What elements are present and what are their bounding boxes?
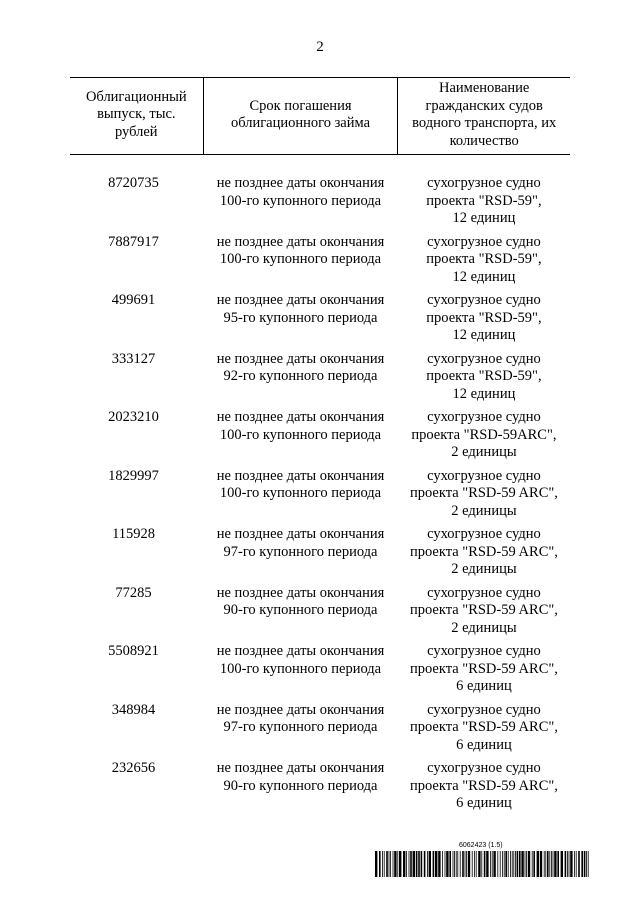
maturity-term-line: не позднее даты окончания (216, 643, 385, 659)
maturity-term-cell (203, 409, 398, 468)
barcode-bar (382, 851, 383, 877)
barcode-bar (384, 851, 385, 877)
barcode-bar (460, 851, 461, 877)
barcode-bar (466, 851, 467, 877)
barcode-bar (537, 851, 539, 877)
barcode-bar (438, 851, 440, 877)
vessel-cell (398, 468, 570, 527)
bond-amount-cell (70, 760, 203, 819)
table-row (70, 292, 570, 351)
barcode-bar (418, 851, 420, 877)
barcode-bar (403, 851, 405, 877)
vessel-line: сухогрузное судно (427, 175, 541, 191)
vessel-cell (398, 292, 570, 351)
vessel-line: 12 единиц (452, 385, 516, 402)
vessel-cell (398, 155, 570, 234)
barcode-bar (433, 851, 435, 877)
barcode-bar (532, 851, 533, 877)
maturity-term-cell (203, 292, 398, 351)
maturity-term-line: 100-го купонного периода (219, 192, 382, 209)
barcode-bar (424, 851, 426, 877)
vessel-line: сухогрузное судно (427, 350, 541, 367)
barcode-bar (512, 851, 513, 877)
vessel-line: проекта "RSD-59 ARC", (409, 777, 558, 794)
vessel-line: сухогрузное судно (427, 643, 541, 659)
bond-amount-cell (70, 234, 203, 293)
barcode-bar (588, 851, 589, 877)
bond-amount-cell (70, 351, 203, 410)
bond-amount: 77285 (115, 584, 152, 601)
maturity-term-line: 100-го купонного периода (219, 660, 382, 677)
vessel-line: 12 единиц (452, 210, 516, 226)
vessel-cell (398, 526, 570, 585)
maturity-term-cell (203, 702, 398, 761)
barcode-bar (533, 851, 535, 877)
barcode-bar (528, 851, 530, 877)
table-row (70, 643, 570, 702)
barcode-bar (472, 851, 473, 877)
maturity-term-line: не позднее даты окончания (216, 350, 385, 367)
header-maturity-term: Срок погашения облигационного займа (203, 78, 398, 155)
barcode-bar (492, 851, 493, 877)
vessel-cell (398, 351, 570, 410)
header-vessel-name: Наименование гражданских судов водного транспорта, их количество (398, 78, 570, 155)
bond-amount: 8720735 (108, 175, 159, 191)
maturity-term-line: 92-го купонного периода (223, 368, 378, 384)
barcode-bar (486, 851, 488, 877)
barcode-bar (421, 851, 423, 877)
vessel-cell (398, 585, 570, 644)
maturity-term-line: 100-го купонного периода (219, 426, 382, 443)
vessel-line: 2 единицы (451, 619, 517, 636)
barcode-bar (526, 851, 527, 877)
table-row (70, 409, 570, 468)
barcode-bar (565, 851, 567, 877)
barcode-bar (465, 851, 466, 877)
vessel-line: 12 единиц (452, 327, 516, 343)
table-row (70, 468, 570, 527)
vessel-line: 6 единиц (456, 736, 512, 753)
maturity-term-line: 97-го купонного периода (223, 543, 378, 560)
vessel-line: 2 единицы (451, 561, 517, 577)
barcode-bar (570, 851, 572, 877)
barcode-bar (576, 851, 577, 877)
maturity-term-line: не позднее даты окончания (216, 467, 385, 484)
barcode-bar (476, 851, 477, 877)
vessel-cell (398, 234, 570, 293)
barcode-bar (435, 851, 437, 877)
barcode-bar (410, 851, 412, 877)
vessel-line: 12 единиц (452, 268, 516, 285)
bond-amount-cell (70, 468, 203, 527)
maturity-term-line: 100-го купонного периода (219, 485, 382, 501)
maturity-term-line: не позднее даты окончания (216, 409, 385, 425)
vessel-line: проекта "RSD-59 ARC", (409, 485, 558, 501)
barcode-bar (519, 851, 521, 877)
barcode-bar (540, 851, 542, 877)
barcode-bar (561, 851, 563, 877)
vessel-line: сухогрузное судно (427, 292, 541, 308)
barcode-bar (549, 851, 550, 877)
barcode-bar (413, 851, 415, 877)
maturity-term-cell (203, 760, 398, 819)
vessel-cell (398, 760, 570, 819)
barcode-bar (457, 851, 458, 877)
barcode-bar (497, 851, 498, 877)
barcode-bar (545, 851, 546, 877)
table-row (70, 155, 570, 234)
bond-amount: 2023210 (108, 409, 159, 425)
vessel-line: проекта "RSD-59ARC", (411, 426, 557, 443)
barcode-bar (505, 851, 507, 877)
maturity-term-line: 100-го купонного периода (219, 251, 382, 267)
maturity-term-line: не позднее даты окончания (216, 292, 385, 308)
vessel-line: сухогрузное судно (427, 409, 541, 425)
barcode-bar (446, 851, 448, 877)
vessel-line: сухогрузное судно (427, 584, 541, 601)
bond-amount-cell (70, 155, 203, 234)
barcode-bar (462, 851, 464, 877)
barcode-bar (442, 851, 443, 877)
barcode-bar (474, 851, 475, 877)
barcode-bar (586, 851, 587, 877)
bond-amount: 7887917 (108, 233, 159, 250)
barcode-bar (397, 851, 398, 877)
vessel-line: 2 единицы (451, 444, 517, 460)
vessel-cell (398, 409, 570, 468)
vessel-line: проекта "RSD-59", (426, 368, 542, 384)
document-code: 6062423 (1.5) (459, 842, 503, 849)
barcode-bar (394, 851, 396, 877)
bond-amount-cell (70, 526, 203, 585)
barcode-bar (515, 851, 516, 877)
vessel-line: проекта "RSD-59 ARC", (409, 602, 558, 618)
vessel-line: проекта "RSD-59 ARC", (409, 660, 558, 677)
maturity-term-line: не позднее даты окончания (216, 584, 385, 601)
table-body (70, 155, 570, 819)
bond-amount: 232656 (111, 760, 156, 776)
header-bond-issue: Облигационный выпуск, тыс. рублей (70, 78, 203, 155)
vessel-line: сухогрузное судно (427, 233, 541, 250)
barcode-bar (409, 851, 410, 877)
barcode-bar (399, 851, 401, 877)
maturity-term-line: не позднее даты окончания (216, 526, 385, 542)
barcode-bar (453, 851, 454, 877)
barcode-bar (502, 851, 503, 877)
table-row (70, 351, 570, 410)
bond-amount-cell (70, 643, 203, 702)
bond-amount: 5508921 (108, 643, 159, 659)
bond-amount: 348984 (111, 701, 156, 718)
bond-amount-cell (70, 409, 203, 468)
vessel-line: проекта "RSD-59 ARC", (409, 719, 558, 735)
barcode-bar (500, 851, 501, 877)
barcode-bar (456, 851, 457, 877)
barcode-bar (416, 851, 418, 877)
barcode-bar (574, 851, 575, 877)
vessel-line: проекта "RSD-59", (426, 251, 542, 267)
table-row (70, 760, 570, 819)
barcode-bar (547, 851, 549, 877)
vessel-line: 6 единиц (456, 678, 512, 694)
maturity-term-line: не позднее даты окончания (216, 175, 385, 191)
barcode-bar (393, 851, 394, 877)
barcode-bar (478, 851, 480, 877)
barcode-bar (379, 851, 381, 877)
barcode-bar (584, 851, 586, 877)
bond-amount: 499691 (111, 292, 156, 308)
maturity-term-cell (203, 526, 398, 585)
barcode-bar (449, 851, 451, 877)
vessel-line: 2 единицы (451, 502, 517, 519)
barcode-bar (427, 851, 428, 877)
bond-amount: 333127 (111, 350, 156, 367)
maturity-term-cell (203, 234, 398, 293)
barcode-bar (386, 851, 388, 877)
vessel-line: проекта "RSD-59", (426, 192, 542, 209)
vessel-line: сухогрузное судно (427, 526, 541, 542)
barcode-bar (513, 851, 514, 877)
bond-amount: 115928 (112, 526, 156, 542)
barcode-bar (569, 851, 570, 877)
table-row (70, 526, 570, 585)
barcode-bar (484, 851, 486, 877)
maturity-term-line: 90-го купонного периода (223, 777, 378, 794)
table-row (70, 585, 570, 644)
table-header-row (70, 78, 570, 155)
barcode-bar (510, 851, 511, 877)
barcode-bar (468, 851, 470, 877)
vessel-cell (398, 702, 570, 761)
barcode-bar (557, 851, 559, 877)
barcode-bar (454, 851, 455, 877)
barcode-image (375, 851, 590, 877)
bond-amount: 1829997 (108, 467, 159, 484)
maturity-term-line: 97-го купонного периода (223, 719, 378, 735)
vessel-line: сухогрузное судно (427, 760, 541, 776)
maturity-term-cell (203, 643, 398, 702)
barcode-bar (389, 851, 390, 877)
bond-amount-cell (70, 702, 203, 761)
table-header (70, 78, 570, 155)
barcode-bar (517, 851, 519, 877)
barcode-bar (581, 851, 583, 877)
barcode-bar (504, 851, 505, 877)
table-row (70, 234, 570, 293)
barcode-bar (375, 851, 377, 877)
maturity-term-cell (203, 155, 398, 234)
bond-amount-cell (70, 585, 203, 644)
bond-amount-cell (70, 292, 203, 351)
bond-issues-table (70, 77, 570, 819)
barcode-bar (525, 851, 526, 877)
barcode-bar (493, 851, 495, 877)
barcode-bar (390, 851, 391, 877)
barcode-bar (578, 851, 580, 877)
barcode-bar (508, 851, 509, 877)
barcode-bar (567, 851, 568, 877)
table-row (70, 702, 570, 761)
vessel-line: проекта "RSD-59 ARC", (409, 543, 558, 560)
barcode-bar (406, 851, 407, 877)
maturity-term-cell (203, 351, 398, 410)
vessel-line: сухогрузное судно (427, 701, 541, 718)
vessel-line: проекта "RSD-59", (426, 309, 542, 326)
maturity-term-cell (203, 585, 398, 644)
maturity-term-line: не позднее даты окончания (216, 233, 385, 250)
maturity-term-line: 90-го купонного периода (223, 602, 378, 618)
barcode-bar (521, 851, 523, 877)
maturity-term-line: не позднее даты окончания (216, 760, 385, 776)
barcode-bar (490, 851, 491, 877)
vessel-line: 6 единиц (456, 795, 512, 811)
vessel-line: сухогрузное судно (427, 467, 541, 484)
barcode-bar (481, 851, 482, 877)
vessel-cell (398, 643, 570, 702)
barcode-bar (554, 851, 556, 877)
page-number: 2 (316, 39, 324, 55)
barcode-bar (445, 851, 446, 877)
maturity-term-line: не позднее даты окончания (216, 701, 385, 718)
barcode-bar (551, 851, 552, 877)
barcode-bar (544, 851, 545, 877)
barcode-bar (553, 851, 554, 877)
barcode-bar (429, 851, 431, 877)
maturity-term-cell (203, 468, 398, 527)
maturity-term-line: 95-го купонного периода (223, 309, 378, 326)
